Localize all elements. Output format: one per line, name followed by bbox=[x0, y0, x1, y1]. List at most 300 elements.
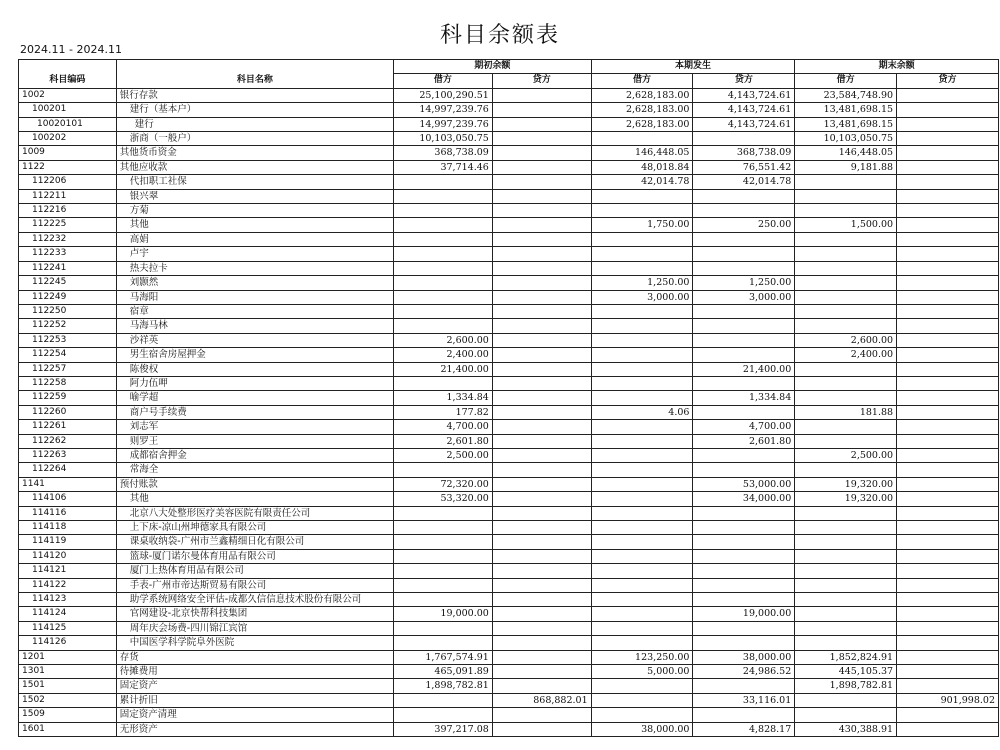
closing-credit-cell bbox=[897, 290, 999, 304]
closing-credit-cell bbox=[897, 650, 999, 664]
account-name-cell: 浙商（一般户） bbox=[116, 132, 393, 146]
current-credit-cell bbox=[693, 535, 795, 549]
table-row bbox=[19, 578, 999, 592]
closing-debit-cell: 146,448.05 bbox=[795, 146, 897, 160]
account-name-cell: 固定资产清理 bbox=[116, 708, 393, 722]
account-code-cell: 112263 bbox=[19, 448, 117, 462]
current-debit-cell: 2,628,183.00 bbox=[591, 103, 693, 117]
current-debit-cell bbox=[591, 708, 693, 722]
account-code-cell: 112233 bbox=[19, 247, 117, 261]
table-row bbox=[19, 679, 999, 693]
table-row bbox=[19, 189, 999, 203]
closing-debit-cell: 10,103,050.75 bbox=[795, 132, 897, 146]
opening-debit-cell: 25,100,290.51 bbox=[394, 88, 493, 102]
account-name-cell: 厦门上热体育用品有限公司 bbox=[116, 564, 393, 578]
account-code-cell: 1201 bbox=[19, 650, 117, 664]
account-name-cell: 代扣职工社保 bbox=[116, 175, 393, 189]
current-credit-cell bbox=[693, 521, 795, 535]
opening-debit-cell bbox=[394, 232, 493, 246]
opening-credit-cell: 868,882.01 bbox=[492, 693, 591, 707]
account-name-cell: 手表-广州市帝达斯贸易有限公司 bbox=[116, 578, 393, 592]
closing-credit-cell bbox=[897, 477, 999, 491]
closing-debit-cell bbox=[795, 593, 897, 607]
current-credit-cell bbox=[693, 405, 795, 419]
table-row bbox=[19, 549, 999, 563]
account-code-cell: 114126 bbox=[19, 636, 117, 650]
current-credit-cell bbox=[693, 636, 795, 650]
closing-debit-cell: 19,320.00 bbox=[795, 477, 897, 491]
current-debit-cell bbox=[591, 593, 693, 607]
current-debit-cell: 1,750.00 bbox=[591, 218, 693, 232]
closing-credit-cell bbox=[897, 88, 999, 102]
account-code-cell: 114118 bbox=[19, 521, 117, 535]
current-credit-cell: 1,334.84 bbox=[693, 391, 795, 405]
opening-credit-cell bbox=[492, 290, 591, 304]
closing-credit-cell bbox=[897, 578, 999, 592]
account-code-cell: 1141 bbox=[19, 477, 117, 491]
current-credit-cell: 76,551.42 bbox=[693, 160, 795, 174]
closing-credit-cell bbox=[897, 103, 999, 117]
opening-credit-cell bbox=[492, 204, 591, 218]
opening-debit-cell: 37,714.46 bbox=[394, 160, 493, 174]
opening-debit-cell: 14,997,239.76 bbox=[394, 103, 493, 117]
closing-debit-cell: 13,481,698.15 bbox=[795, 103, 897, 117]
table-row bbox=[19, 160, 999, 174]
opening-debit-cell: 10,103,050.75 bbox=[394, 132, 493, 146]
account-code-cell: 112258 bbox=[19, 376, 117, 390]
current-debit-cell bbox=[591, 348, 693, 362]
opening-credit-cell bbox=[492, 722, 591, 736]
account-name-cell: 沙祥英 bbox=[116, 333, 393, 347]
current-credit-cell bbox=[693, 679, 795, 693]
closing-credit-cell bbox=[897, 362, 999, 376]
opening-credit-cell bbox=[492, 420, 591, 434]
account-name-cell: 宿章 bbox=[116, 304, 393, 318]
closing-debit-cell: 2,600.00 bbox=[795, 333, 897, 347]
closing-credit-cell bbox=[897, 391, 999, 405]
current-debit-cell: 2,628,183.00 bbox=[591, 117, 693, 131]
account-code-cell: 1301 bbox=[19, 665, 117, 679]
table-row bbox=[19, 420, 999, 434]
closing-credit-cell bbox=[897, 232, 999, 246]
opening-debit-cell bbox=[394, 535, 493, 549]
opening-credit-cell bbox=[492, 276, 591, 290]
table-row bbox=[19, 290, 999, 304]
account-name-cell: 其他 bbox=[116, 492, 393, 506]
opening-debit-cell bbox=[394, 189, 493, 203]
current-debit-cell bbox=[591, 535, 693, 549]
closing-credit-cell bbox=[897, 189, 999, 203]
opening-debit-cell: 4,700.00 bbox=[394, 420, 493, 434]
closing-debit-cell bbox=[795, 521, 897, 535]
opening-credit-cell bbox=[492, 333, 591, 347]
table-row bbox=[19, 146, 999, 160]
account-code-cell: 112211 bbox=[19, 189, 117, 203]
account-name-cell: 陈俊权 bbox=[116, 362, 393, 376]
current-credit-cell bbox=[693, 564, 795, 578]
current-debit-cell: 5,000.00 bbox=[591, 665, 693, 679]
current-credit-cell: 2,601.80 bbox=[693, 434, 795, 448]
table-row bbox=[19, 362, 999, 376]
opening-credit-cell bbox=[492, 564, 591, 578]
account-code-cell: 112250 bbox=[19, 304, 117, 318]
current-credit-cell: 34,000.00 bbox=[693, 492, 795, 506]
account-name-cell: 银行存款 bbox=[116, 88, 393, 102]
account-code-cell: 112261 bbox=[19, 420, 117, 434]
opening-debit-cell bbox=[394, 304, 493, 318]
table-row bbox=[19, 650, 999, 664]
account-code-cell: 100201 bbox=[19, 103, 117, 117]
current-debit-cell bbox=[591, 232, 693, 246]
opening-credit-cell bbox=[492, 535, 591, 549]
account-name-cell: 无形资产 bbox=[116, 722, 393, 736]
current-debit-cell: 3,000.00 bbox=[591, 290, 693, 304]
opening-debit-cell: 19,000.00 bbox=[394, 607, 493, 621]
table-row bbox=[19, 333, 999, 347]
table-row bbox=[19, 261, 999, 275]
current-credit-cell: 19,000.00 bbox=[693, 607, 795, 621]
account-name-cell: 篮球-厦门诺尔曼体育用品有限公司 bbox=[116, 549, 393, 563]
account-name-cell: 卢宇 bbox=[116, 247, 393, 261]
account-code-cell: 1502 bbox=[19, 693, 117, 707]
account-code-cell: 114125 bbox=[19, 621, 117, 635]
account-code-cell: 114119 bbox=[19, 535, 117, 549]
current-credit-cell bbox=[693, 261, 795, 275]
opening-debit-cell: 177.82 bbox=[394, 405, 493, 419]
account-code-cell: 114106 bbox=[19, 492, 117, 506]
opening-debit-cell bbox=[394, 593, 493, 607]
current-credit-cell bbox=[693, 506, 795, 520]
current-credit-cell bbox=[693, 549, 795, 563]
opening-debit-cell: 397,217.08 bbox=[394, 722, 493, 736]
table-row bbox=[19, 535, 999, 549]
table-row bbox=[19, 319, 999, 333]
table-row bbox=[19, 103, 999, 117]
account-name-cell: 上下床-凉山州坤德家具有限公司 bbox=[116, 521, 393, 535]
table-row bbox=[19, 132, 999, 146]
table-row bbox=[19, 665, 999, 679]
table-row bbox=[19, 722, 999, 736]
current-debit-cell bbox=[591, 333, 693, 347]
current-credit-cell bbox=[693, 204, 795, 218]
account-name-cell: 北京八大处整形医疗美容医院有限责任公司 bbox=[116, 506, 393, 520]
opening-credit-cell bbox=[492, 521, 591, 535]
opening-debit-cell: 1,898,782.81 bbox=[394, 679, 493, 693]
table-row bbox=[19, 88, 999, 102]
account-code-cell: 1002 bbox=[19, 88, 117, 102]
opening-debit-cell: 2,400.00 bbox=[394, 348, 493, 362]
current-debit-cell bbox=[591, 420, 693, 434]
account-code-cell: 112264 bbox=[19, 463, 117, 477]
header-account-code: 科目编码 bbox=[19, 60, 117, 89]
closing-credit-cell bbox=[897, 535, 999, 549]
opening-debit-cell bbox=[394, 319, 493, 333]
report-period: 2024.11 - 2024.11 bbox=[20, 43, 122, 56]
closing-debit-cell: 1,898,782.81 bbox=[795, 679, 897, 693]
current-credit-cell bbox=[693, 593, 795, 607]
closing-credit-cell bbox=[897, 665, 999, 679]
current-debit-cell bbox=[591, 564, 693, 578]
closing-credit-cell bbox=[897, 722, 999, 736]
closing-credit-cell bbox=[897, 146, 999, 160]
current-debit-cell bbox=[591, 132, 693, 146]
opening-debit-cell: 465,091.89 bbox=[394, 665, 493, 679]
current-debit-cell bbox=[591, 636, 693, 650]
opening-debit-cell bbox=[394, 204, 493, 218]
current-debit-cell: 2,628,183.00 bbox=[591, 88, 693, 102]
closing-debit-cell: 181.88 bbox=[795, 405, 897, 419]
current-credit-cell bbox=[693, 348, 795, 362]
account-code-cell: 114120 bbox=[19, 549, 117, 563]
closing-debit-cell: 430,388.91 bbox=[795, 722, 897, 736]
table-row bbox=[19, 117, 999, 131]
closing-debit-cell: 19,320.00 bbox=[795, 492, 897, 506]
account-code-cell: 100202 bbox=[19, 132, 117, 146]
opening-credit-cell bbox=[492, 593, 591, 607]
current-debit-cell bbox=[591, 362, 693, 376]
account-name-cell: 马海马林 bbox=[116, 319, 393, 333]
closing-credit-cell bbox=[897, 636, 999, 650]
closing-debit-cell bbox=[795, 189, 897, 203]
closing-credit-cell bbox=[897, 218, 999, 232]
account-code-cell: 114116 bbox=[19, 506, 117, 520]
opening-debit-cell: 14,997,239.76 bbox=[394, 117, 493, 131]
opening-debit-cell bbox=[394, 506, 493, 520]
opening-credit-cell bbox=[492, 261, 591, 275]
account-code-cell: 1501 bbox=[19, 679, 117, 693]
account-code-cell: 1509 bbox=[19, 708, 117, 722]
opening-credit-cell bbox=[492, 189, 591, 203]
closing-debit-cell bbox=[795, 391, 897, 405]
opening-credit-cell bbox=[492, 132, 591, 146]
current-debit-cell bbox=[591, 463, 693, 477]
header-opening-credit: 贷方 bbox=[492, 74, 591, 88]
closing-credit-cell bbox=[897, 304, 999, 318]
table-row bbox=[19, 304, 999, 318]
account-name-cell: 官网建设-北京快帮科技集团 bbox=[116, 607, 393, 621]
opening-credit-cell bbox=[492, 362, 591, 376]
current-credit-cell bbox=[693, 247, 795, 261]
closing-credit-cell bbox=[897, 261, 999, 275]
opening-credit-cell bbox=[492, 636, 591, 650]
closing-debit-cell bbox=[795, 636, 897, 650]
closing-debit-cell bbox=[795, 420, 897, 434]
account-code-cell: 112241 bbox=[19, 261, 117, 275]
account-name-cell: 刘志军 bbox=[116, 420, 393, 434]
current-debit-cell bbox=[591, 679, 693, 693]
opening-credit-cell bbox=[492, 434, 591, 448]
opening-debit-cell: 72,320.00 bbox=[394, 477, 493, 491]
closing-debit-cell bbox=[795, 506, 897, 520]
account-name-cell: 课桌收纳袋-广州市兰鑫精细日化有限公司 bbox=[116, 535, 393, 549]
account-name-cell: 其他 bbox=[116, 218, 393, 232]
account-code-cell: 112249 bbox=[19, 290, 117, 304]
closing-debit-cell bbox=[795, 362, 897, 376]
closing-debit-cell bbox=[795, 578, 897, 592]
opening-credit-cell bbox=[492, 708, 591, 722]
opening-debit-cell bbox=[394, 708, 493, 722]
opening-debit-cell bbox=[394, 247, 493, 261]
current-credit-cell bbox=[693, 319, 795, 333]
current-debit-cell bbox=[591, 319, 693, 333]
opening-credit-cell bbox=[492, 348, 591, 362]
closing-debit-cell bbox=[795, 708, 897, 722]
opening-debit-cell bbox=[394, 376, 493, 390]
closing-credit-cell bbox=[897, 434, 999, 448]
current-debit-cell bbox=[591, 304, 693, 318]
opening-debit-cell bbox=[394, 175, 493, 189]
header-account-name: 科目名称 bbox=[116, 60, 393, 89]
closing-credit-cell bbox=[897, 521, 999, 535]
current-debit-cell: 42,014.78 bbox=[591, 175, 693, 189]
account-name-cell: 男生宿舍房屋押金 bbox=[116, 348, 393, 362]
opening-debit-cell bbox=[394, 218, 493, 232]
closing-credit-cell bbox=[897, 160, 999, 174]
closing-credit-cell bbox=[897, 276, 999, 290]
closing-debit-cell bbox=[795, 607, 897, 621]
opening-credit-cell bbox=[492, 304, 591, 318]
table-row bbox=[19, 708, 999, 722]
table-row bbox=[19, 348, 999, 362]
closing-debit-cell bbox=[795, 434, 897, 448]
opening-debit-cell: 1,334.84 bbox=[394, 391, 493, 405]
closing-debit-cell bbox=[795, 535, 897, 549]
account-code-cell: 1122 bbox=[19, 160, 117, 174]
table-row bbox=[19, 405, 999, 419]
table-row bbox=[19, 564, 999, 578]
account-name-cell: 存货 bbox=[116, 650, 393, 664]
opening-credit-cell bbox=[492, 578, 591, 592]
closing-credit-cell bbox=[897, 708, 999, 722]
account-name-cell: 助学系统网络安全评估-成都久信信息技术股份有限公司 bbox=[116, 593, 393, 607]
opening-credit-cell bbox=[492, 218, 591, 232]
closing-credit-cell bbox=[897, 492, 999, 506]
opening-credit-cell bbox=[492, 146, 591, 160]
current-debit-cell bbox=[591, 477, 693, 491]
table-row bbox=[19, 276, 999, 290]
current-credit-cell: 24,986.52 bbox=[693, 665, 795, 679]
opening-credit-cell bbox=[492, 621, 591, 635]
table-row bbox=[19, 593, 999, 607]
closing-credit-cell bbox=[897, 506, 999, 520]
current-credit-cell: 33,116.01 bbox=[693, 693, 795, 707]
closing-debit-cell bbox=[795, 621, 897, 635]
current-debit-cell bbox=[591, 247, 693, 261]
current-debit-cell bbox=[591, 189, 693, 203]
header-current-period: 本期发生 bbox=[591, 60, 795, 74]
opening-debit-cell: 368,738.09 bbox=[394, 146, 493, 160]
header-current-credit: 贷方 bbox=[693, 74, 795, 88]
table-row bbox=[19, 521, 999, 535]
closing-credit-cell: 901,998.02 bbox=[897, 693, 999, 707]
current-credit-cell: 42,014.78 bbox=[693, 175, 795, 189]
account-name-cell: 建行（基本户） bbox=[116, 103, 393, 117]
closing-debit-cell: 23,584,748.90 bbox=[795, 88, 897, 102]
opening-debit-cell: 21,400.00 bbox=[394, 362, 493, 376]
closing-debit-cell bbox=[795, 376, 897, 390]
table-row bbox=[19, 477, 999, 491]
account-code-cell: 1009 bbox=[19, 146, 117, 160]
account-name-cell: 累计折旧 bbox=[116, 693, 393, 707]
current-debit-cell bbox=[591, 448, 693, 462]
opening-debit-cell bbox=[394, 290, 493, 304]
current-debit-cell bbox=[591, 492, 693, 506]
closing-credit-cell bbox=[897, 333, 999, 347]
account-name-cell: 热夫拉卡 bbox=[116, 261, 393, 275]
account-name-cell: 刘颢然 bbox=[116, 276, 393, 290]
closing-debit-cell bbox=[795, 261, 897, 275]
header-opening-balance: 期初余额 bbox=[394, 60, 592, 74]
account-code-cell: 112260 bbox=[19, 405, 117, 419]
table-row bbox=[19, 247, 999, 261]
opening-debit-cell bbox=[394, 621, 493, 635]
closing-credit-cell bbox=[897, 463, 999, 477]
opening-credit-cell bbox=[492, 405, 591, 419]
current-debit-cell bbox=[591, 607, 693, 621]
current-credit-cell bbox=[693, 232, 795, 246]
current-credit-cell: 1,250.00 bbox=[693, 276, 795, 290]
closing-debit-cell bbox=[795, 549, 897, 563]
account-code-cell: 1601 bbox=[19, 722, 117, 736]
current-debit-cell: 123,250.00 bbox=[591, 650, 693, 664]
opening-credit-cell bbox=[492, 232, 591, 246]
account-code-cell: 112232 bbox=[19, 232, 117, 246]
current-debit-cell: 38,000.00 bbox=[591, 722, 693, 736]
current-credit-cell bbox=[693, 189, 795, 203]
current-credit-cell bbox=[693, 333, 795, 347]
opening-credit-cell bbox=[492, 549, 591, 563]
account-name-cell: 固定资产 bbox=[116, 679, 393, 693]
account-name-cell: 常海全 bbox=[116, 463, 393, 477]
opening-debit-cell: 2,500.00 bbox=[394, 448, 493, 462]
opening-debit-cell bbox=[394, 463, 493, 477]
closing-debit-cell bbox=[795, 319, 897, 333]
closing-credit-cell bbox=[897, 448, 999, 462]
report-title: 科目余额表 bbox=[439, 23, 560, 48]
opening-credit-cell bbox=[492, 506, 591, 520]
current-credit-cell: 53,000.00 bbox=[693, 477, 795, 491]
opening-credit-cell bbox=[492, 175, 591, 189]
current-debit-cell bbox=[591, 521, 693, 535]
opening-debit-cell bbox=[394, 261, 493, 275]
current-credit-cell: 368,738.09 bbox=[693, 146, 795, 160]
table-row bbox=[19, 391, 999, 405]
closing-debit-cell bbox=[795, 564, 897, 578]
current-debit-cell: 48,018.84 bbox=[591, 160, 693, 174]
account-name-cell: 银兴翠 bbox=[116, 189, 393, 203]
closing-debit-cell: 1,852,824.91 bbox=[795, 650, 897, 664]
opening-credit-cell bbox=[492, 247, 591, 261]
header-closing-balance: 期末余额 bbox=[795, 60, 999, 74]
current-debit-cell bbox=[591, 261, 693, 275]
closing-debit-cell bbox=[795, 232, 897, 246]
closing-debit-cell: 1,500.00 bbox=[795, 218, 897, 232]
current-credit-cell bbox=[693, 304, 795, 318]
table-row bbox=[19, 218, 999, 232]
table-row bbox=[19, 376, 999, 390]
current-credit-cell bbox=[693, 448, 795, 462]
current-debit-cell bbox=[591, 506, 693, 520]
closing-credit-cell bbox=[897, 621, 999, 635]
closing-debit-cell: 13,481,698.15 bbox=[795, 117, 897, 131]
table-row bbox=[19, 621, 999, 635]
account-name-cell: 其他应收款 bbox=[116, 160, 393, 174]
closing-debit-cell bbox=[795, 175, 897, 189]
closing-credit-cell bbox=[897, 549, 999, 563]
opening-debit-cell: 2,601.80 bbox=[394, 434, 493, 448]
current-credit-cell: 4,828.17 bbox=[693, 722, 795, 736]
account-name-cell: 中国医学科学院阜外医院 bbox=[116, 636, 393, 650]
